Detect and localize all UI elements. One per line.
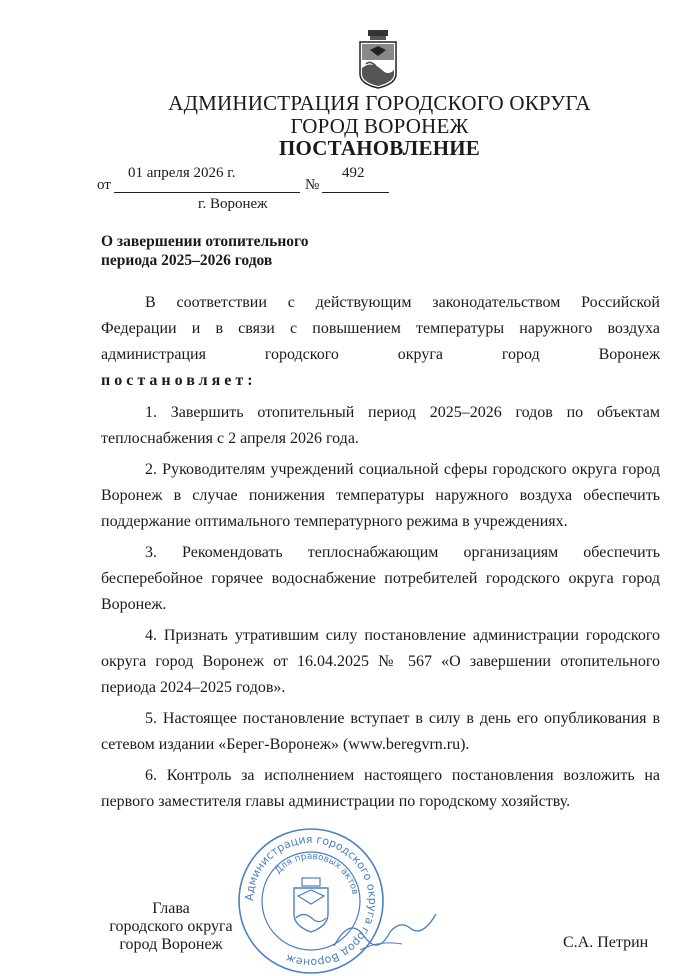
preamble <box>101 290 660 394</box>
subject-line1: О завершении отопительного <box>101 233 309 250</box>
handwritten-signature <box>330 906 440 956</box>
signatory-name: С.А. Петрин <box>563 934 649 951</box>
date-prefix-label: от <box>97 177 111 193</box>
preamble-line2: Федерации и в связи с повышением температуры наружного воздуха <box>101 320 660 337</box>
number-underline <box>322 192 389 193</box>
decree-item-3: 3. Рекомендовать теплоснабжающим организациям обеспечить бесперебойное горячее водоснабжение потребителей городского округа город Воронеж. <box>101 544 660 613</box>
document-type-title: ПОСТАНОВЛЕНИЕ <box>278 136 481 160</box>
signatory-title-line1: Глава <box>152 900 190 917</box>
stamp-inner-path-text: Для правовых актов <box>273 851 360 896</box>
preamble-line1: В соответствии с действующим законодательством Российской <box>145 294 660 311</box>
header-org-line2: ГОРОД ВОРОНЕЖ <box>290 114 469 138</box>
decree-items <box>101 400 660 815</box>
preamble-line3: администрация городского округа город Воронеж <box>101 346 660 363</box>
number-label: № <box>305 177 320 193</box>
date-underline <box>114 192 300 193</box>
signatory-title <box>96 900 246 954</box>
decree-word: постановляет: <box>101 372 257 389</box>
decree-item-6: 6. Контроль за исполнением настоящего постановления возложить на первого заместителя главы администрации по городскому хозяйству. <box>101 767 660 810</box>
document-date: 01 апреля 2026 г. <box>128 165 236 181</box>
header-org-line1: АДМИНИСТРАЦИЯ ГОРОДСКОГО ОКРУГА <box>168 91 591 115</box>
decree-item-4: 4. Признать утратившим силу постановление администрации городского округа город Воронеж от 16.04.2025 № 567 «О завершении отопительного периода 2024–2025 годов». <box>101 627 660 696</box>
signatory-title-line3: город Воронеж <box>119 936 223 953</box>
document-subject <box>101 232 421 270</box>
coat-of-arms-emblem <box>356 30 400 90</box>
document-number: 492 <box>342 165 365 181</box>
decree-item-5: 5. Настоящее постановление вступает в силу в день его опубликования в сетевом издании «Берег-Воронеж» (www.beregvrn.ru). <box>101 710 660 753</box>
decree-item-2: 2. Руководителям учреждений социальной сферы городского округа город Воронеж в случае понижения температуры наружного воздуха обеспечить поддержание оптимального температурного режима в учреждениях. <box>101 461 660 530</box>
subject-line2: периода 2025–2026 годов <box>101 252 273 269</box>
signatory-title-line2: городского округа <box>109 918 233 935</box>
stamp-ring-path-text: Администрация городского округа город Воронеж <box>242 832 380 970</box>
city-label: г. Воронеж <box>198 196 268 212</box>
decree-item-1: 1. Завершить отопительный период 2025–2026 годов по объектам теплоснабжения с 2 апреля 2026 года. <box>101 404 660 447</box>
